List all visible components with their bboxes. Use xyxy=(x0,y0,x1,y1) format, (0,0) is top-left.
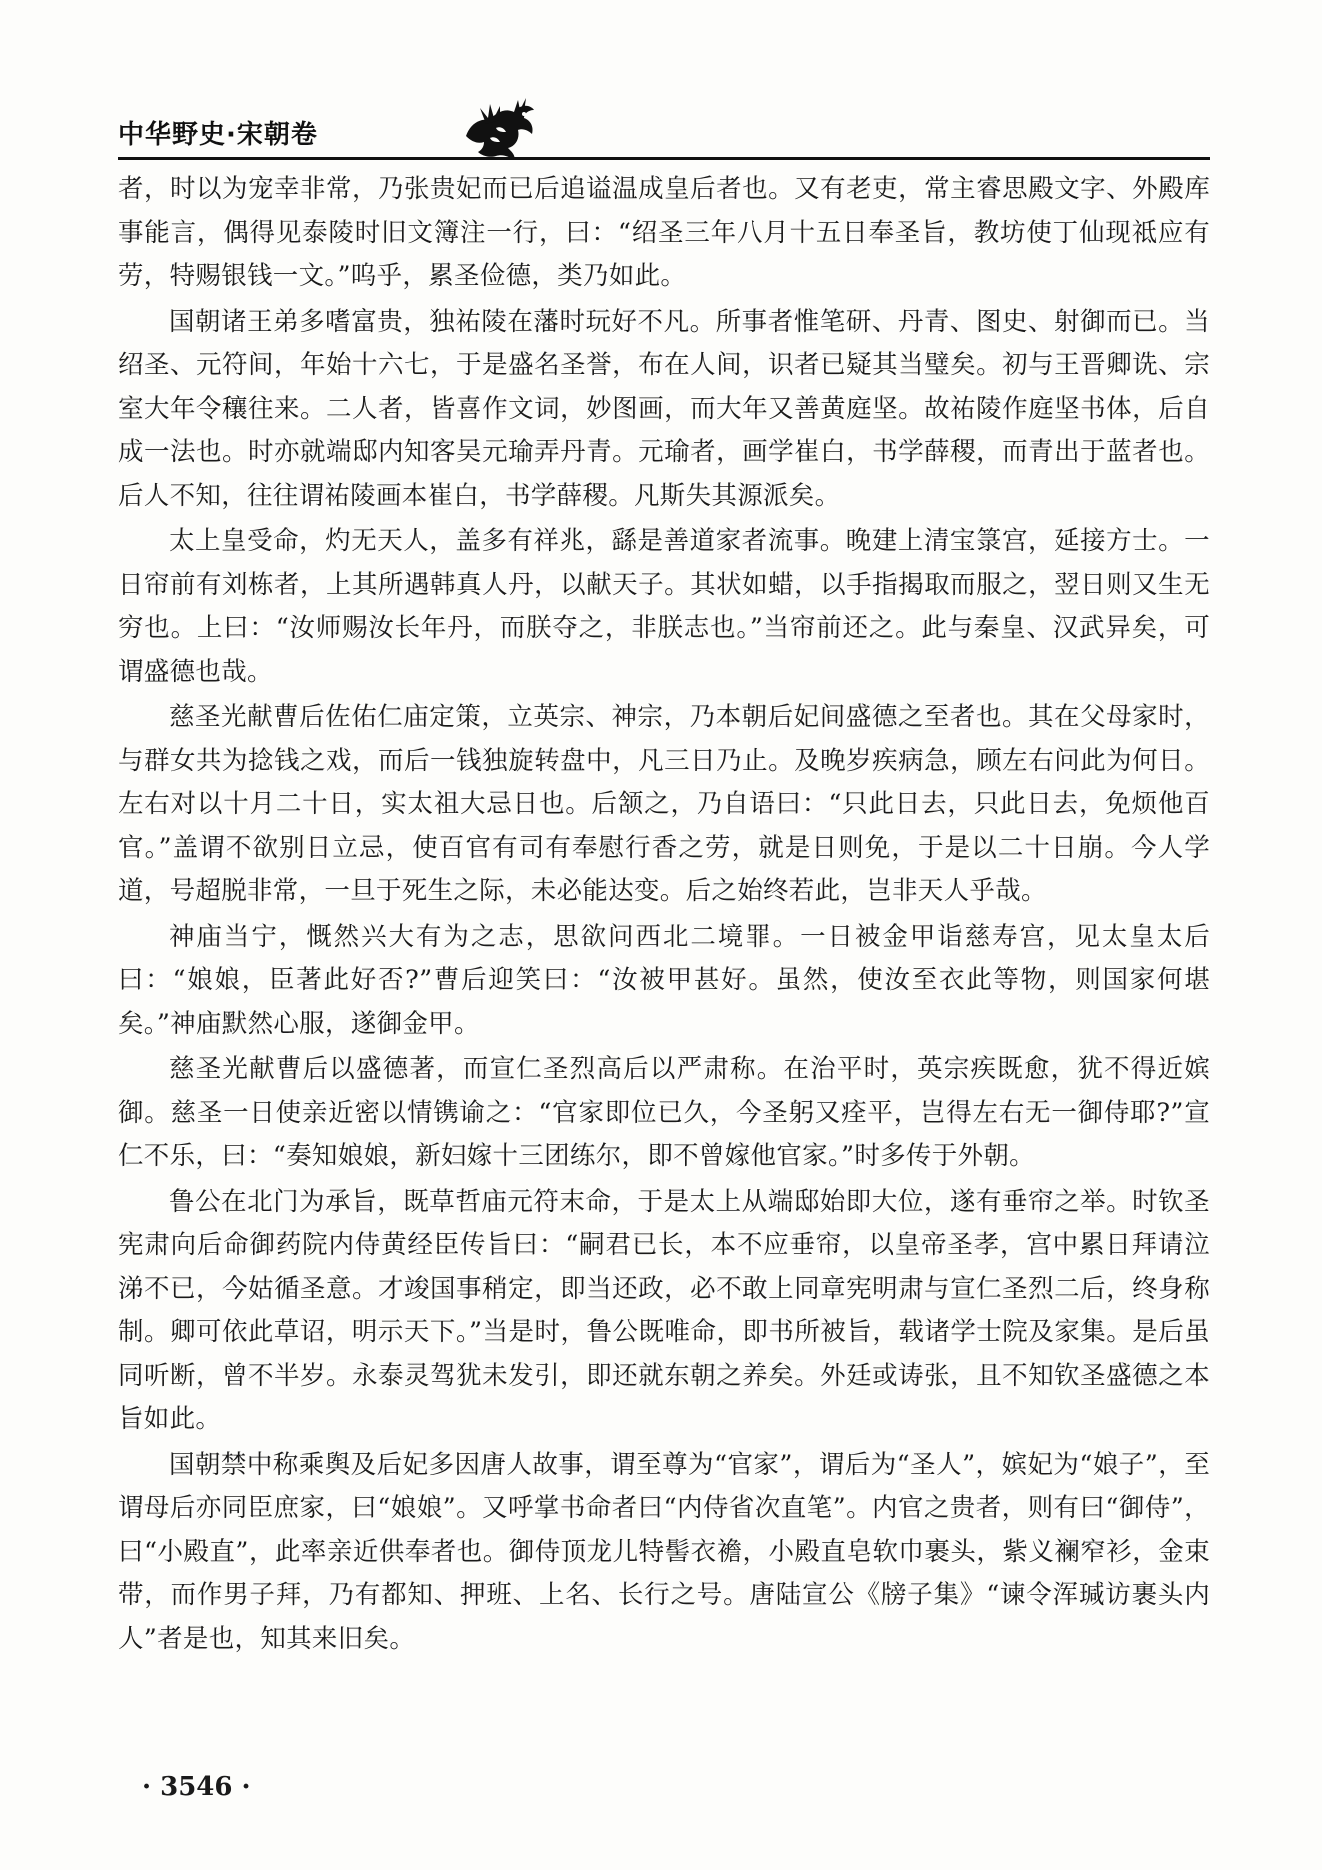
paragraph: 太上皇受命，灼无天人，盖多有祥兆，繇是善道家者流事。晚建上清宝箓宫，延接方士。一日帘前有刘栋者，上其所遇韩真人丹，以献天子。其状如蜡，以手指揭取而服之，翌日则又生无穷也。上曰：“汝师赐汝长年丹，而朕夺之，非朕志也。”当帘前还之。此与秦皇、汉武异矣，可谓盛德也哉。 xyxy=(118,526,1210,687)
header-title: 中华野史·宋朝卷 xyxy=(118,120,318,150)
page-number: · 3546 · xyxy=(142,1772,251,1802)
text-body xyxy=(118,168,1210,1661)
header-rule xyxy=(118,157,1210,160)
paragraph: 者，时以为宠幸非常，乃张贵妃而已后追谥温成皇后者也。又有老吏，常主睿思殿文字、外殿库事能言，偶得见泰陵时旧文簿注一行，曰：“绍圣三年八月十五日奉圣旨，教坊使丁仙现祗应有劳，特赐银钱一文。”呜乎，累圣俭德，类乃如此。 xyxy=(118,174,1210,291)
paragraph: 慈圣光献曹后以盛德著，而宣仁圣烈高后以严肃称。在治平时，英宗疾既愈，犹不得近嫔御。慈圣一日使亲近密以情镌谕之：“官家即位已久，今圣躬又痊平，岂得左右无一御侍耶?”宣仁不乐，曰：“奏知娘娘，新妇嫁十三团练尔，即不曾嫁他官家。”时多传于外朝。 xyxy=(118,1054,1210,1171)
paragraph: 鲁公在北门为承旨，既草哲庙元符末命，于是太上从端邸始即大位，遂有垂帘之举。时钦圣宪肃向后命御药院内侍黄经臣传旨曰：“嗣君已长，本不应垂帘，以皇帝圣孝，宫中累日拜请泣涕不已，今姑循圣意。才竣国事稍定，即当还政，必不敢上同章宪明肃与宣仁圣烈二后，终身称制。卿可依此草诏，明示天下。”当是时，鲁公既唯命，即书所被旨，载诸学士院及家集。是后虽同听断，曾不半岁。永泰灵驾犹未发引，即还就东朝之养矣。外廷或诪张，且不知钦圣盛德之本旨如此。 xyxy=(118,1186,1210,1434)
paragraph: 慈圣光献曹后佐佑仁庙定策，立英宗、神宗，乃本朝后妃间盛德之至者也。其在父母家时，与群女共为捻钱之戏，而后一钱独旋转盘中，凡三日乃止。及晚岁疾病急，顾左右问此为何日。左右对以十月二十日，实太祖大忌日也。后颔之，乃自语曰：“只此日去，只此日去，免烦他百官。”盖谓不欲别日立忌，使百官有司有奉慰行香之劳，就是日则免，于是以二十日崩。今人学道，号超脱非常，一旦于死生之际，未必能达变。后之始终若此，岂非天人乎哉。 xyxy=(118,702,1210,906)
dragon-ornament-icon xyxy=(456,94,540,164)
paragraph: 国朝诸王弟多嗜富贵，独祐陵在藩时玩好不凡。所事者惟笔研、丹青、图史、射御而已。当绍圣、元符间，年始十六七，于是盛名圣誉，布在人间，识者已疑其当璧矣。初与王晋卿诜、宗室大年令穰往来。二人者，皆喜作文词，妙图画，而大年又善黄庭坚。故祐陵作庭坚书体，后自成一法也。时亦就端邸内知客吴元瑜弄丹青。元瑜者，画学崔白，书学薛稷，而青出于蓝者也。后人不知，往往谓祐陵画本崔白，书学薛稷。凡斯失其源派矣。 xyxy=(118,306,1210,511)
paragraph: 神庙当宁，慨然兴大有为之志，思欲问西北二境罪。一日被金甲诣慈寿宫，见太皇太后曰：“娘娘，臣著此好否?”曹后迎笑曰：“汝被甲甚好。虽然，使汝至衣此等物，则国家何堪矣。”神庙默然心服，遂御金甲。 xyxy=(118,921,1210,1039)
paragraph: 国朝禁中称乘舆及后妃多因唐人故事，谓至尊为“官家”，谓后为“圣人”，嫔妃为“娘子”，至谓母后亦同臣庶家，曰“娘娘”。又呼掌书命者曰“内侍省次直笔”。内官之贵者，则有曰“御侍”，曰“小殿直”，此率亲近供奉者也。御侍顶龙儿特髻衣襜，小殿直皂软巾裹头，紫义襕窄衫，金束带，而作男子拜，乃有都知、押班、上名、长行之号。唐陆宣公《牓子集》“谏令浑瑊访裹头内人”者是也，知其来旧矣。 xyxy=(118,1449,1210,1654)
